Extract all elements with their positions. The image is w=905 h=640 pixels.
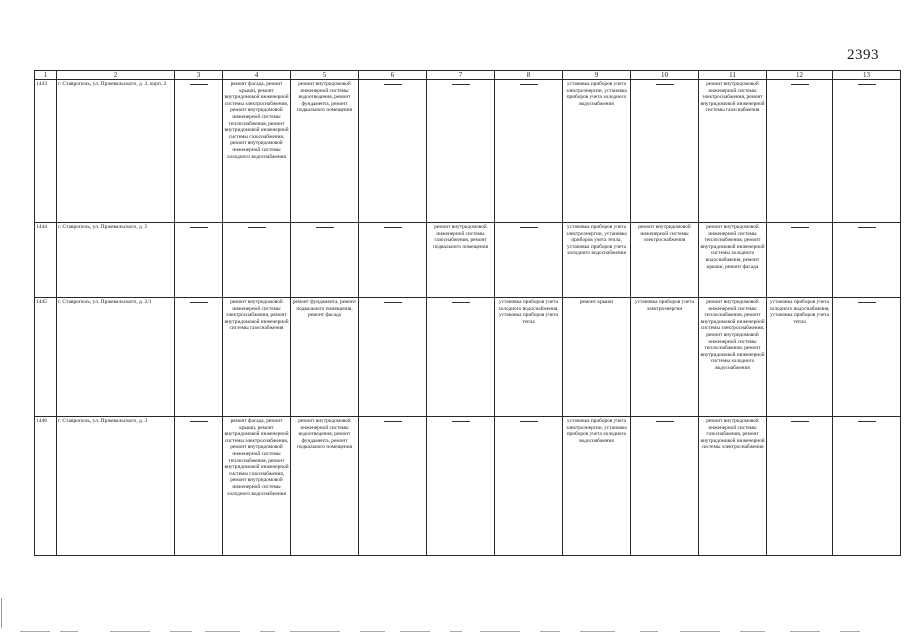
col-header-4: 4: [223, 71, 291, 80]
cell-c6: [359, 417, 427, 556]
scan-noise-mark: [205, 631, 240, 632]
cell-c8: установка приборов учета холодного водоснабжения, установка приборов учета тепла: [495, 298, 563, 417]
dash-placeholder: [384, 84, 402, 85]
cell-c13: [833, 223, 901, 298]
cell-c12: установка приборов учета холодного водоснабжения, установка приборов учета тепла: [767, 298, 833, 417]
cell-c13: [833, 80, 901, 223]
dash-placeholder: [384, 421, 402, 422]
col-header-12: 12: [767, 71, 833, 80]
cell-c6: [359, 223, 427, 298]
row-number: 1445: [35, 298, 57, 417]
scan-noise-mark: [110, 631, 150, 632]
table-row: [35, 298, 901, 417]
col-header-11: 11: [699, 71, 767, 80]
dash-placeholder: [190, 84, 208, 85]
row-address: г. Ставрополь, ул. Пржевальского, д. 2, корп. 2: [57, 80, 175, 223]
scan-noise-mark: [260, 631, 275, 632]
col-header-1: 1: [35, 71, 57, 80]
col-header-10: 10: [631, 71, 699, 80]
cell-c7: [427, 80, 495, 223]
col-header-5: 5: [291, 71, 359, 80]
col-header-13: 13: [833, 71, 901, 80]
scan-noise-mark: [840, 631, 860, 632]
cell-c6: [359, 298, 427, 417]
scan-bottom-noise: [0, 628, 905, 636]
dash-placeholder: [656, 84, 674, 85]
cell-c11: ремонт внутридомовой инженерной системы электроснабжения, ремонт внутридомовой инженерной системы газоснабжения: [699, 80, 767, 223]
page-number: 2393: [847, 47, 879, 63]
repair-schedule-table: [34, 70, 901, 556]
cell-c11: ремонт внутридомовой инженерной системы газоснабжения, ремонт внутридомовой инженерной системы электроснабжения: [699, 417, 767, 556]
col-header-9: 9: [563, 71, 631, 80]
scan-noise-mark: [400, 631, 430, 632]
cell-c13: [833, 298, 901, 417]
dash-placeholder: [858, 421, 876, 422]
dash-placeholder: [452, 421, 470, 422]
cell-c9: установка приборов учета электроэнергии, установка приборов учета холодного водоснабжения: [563, 80, 631, 223]
scan-noise-mark: [580, 631, 615, 632]
scan-noise-mark: [740, 631, 765, 632]
scan-noise-mark: [790, 631, 820, 632]
cell-c10: ремонт внутридомовой инженерной системы электроснабжения: [631, 223, 699, 298]
dash-placeholder: [190, 302, 208, 303]
dash-placeholder: [384, 227, 402, 228]
cell-c5: ремонт фундамента, ремонт подвального помещения, ремонт фасада: [291, 298, 359, 417]
row-number: 1444: [35, 223, 57, 298]
dash-placeholder: [791, 84, 809, 85]
cell-c8: [495, 223, 563, 298]
cell-c9: ремонт крыши: [563, 298, 631, 417]
dash-placeholder: [520, 84, 538, 85]
dash-placeholder: [190, 421, 208, 422]
dash-placeholder: [384, 302, 402, 303]
cell-c3: [175, 223, 223, 298]
dash-placeholder: [452, 84, 470, 85]
cell-c10: установка приборов учета электроэнергии: [631, 298, 699, 417]
row-number: 1446: [35, 417, 57, 556]
cell-c7: ремонт внутридомовой инженерной системы газоснабжения, ремонт подвального помещения: [427, 223, 495, 298]
cell-c7: [427, 417, 495, 556]
col-header-6: 6: [359, 71, 427, 80]
cell-c4: ремонт фасада, ремонт крыши, ремонт внутридомовой инженерной системы электроснабжения, ремонт внутридомовой инженерной системы теплоснабжения, ремонт внутридомовой инженерной системы газоснабжения, ремонт внутридомовой инженерной системы холодного водоснабжения: [223, 417, 291, 556]
col-header-8: 8: [495, 71, 563, 80]
dash-placeholder: [858, 84, 876, 85]
dash-placeholder: [858, 227, 876, 228]
scan-noise-mark: [20, 631, 50, 632]
dash-placeholder: [791, 227, 809, 228]
table-row: [35, 417, 901, 556]
dash-placeholder: [656, 421, 674, 422]
row-address: г. Ставрополь, ул. Пржевальского, д. 2/1: [57, 298, 175, 417]
dash-placeholder: [452, 302, 470, 303]
cell-c4: ремонт внутридомовой инженерной системы электроснабжения, ремонт внутридомовой инженерной системы газоснабжения: [223, 298, 291, 417]
scan-noise-mark: [60, 631, 78, 632]
cell-c9: установка приборов учета электроэнергии, установка приборов учета холодного водоснабжения: [563, 417, 631, 556]
col-header-7: 7: [427, 71, 495, 80]
dash-placeholder: [858, 302, 876, 303]
dash-placeholder: [190, 227, 208, 228]
table-row: [35, 80, 901, 223]
cell-c3: [175, 80, 223, 223]
row-address: г. Ставрополь, ул. Пржевальского, д. 2: [57, 223, 175, 298]
cell-c8: [495, 417, 563, 556]
cell-c6: [359, 80, 427, 223]
cell-c3: [175, 298, 223, 417]
dash-placeholder: [520, 421, 538, 422]
scan-noise-mark: [360, 631, 385, 632]
cell-c10: [631, 80, 699, 223]
dash-placeholder: [316, 227, 334, 228]
cell-c12: [767, 80, 833, 223]
scan-noise-mark: [450, 631, 462, 632]
table-row: [35, 223, 901, 298]
cell-c12: [767, 417, 833, 556]
cell-c5: ремонт внутридомовой инженерной системы водоотведения, ремонт фундамента, ремонт подвального помещения: [291, 417, 359, 556]
dash-placeholder: [248, 227, 266, 228]
cell-c3: [175, 417, 223, 556]
cell-c11: ремонт внутридомовой инженерной системы теплоснабжения, ремонт внутридомовой инженерной системы холодного водоснабжения, ремонт крыши, ремонт фасада: [699, 223, 767, 298]
scan-noise-mark: [170, 631, 192, 632]
cell-c7: [427, 298, 495, 417]
col-header-3: 3: [175, 71, 223, 80]
header-row: [35, 71, 901, 80]
cell-c4: [223, 223, 291, 298]
scan-noise-mark: [480, 631, 520, 632]
scan-noise-mark: [290, 631, 340, 632]
cell-c13: [833, 417, 901, 556]
cell-c12: [767, 223, 833, 298]
scan-noise-mark: [680, 631, 720, 632]
scan-noise-mark: [540, 631, 560, 632]
dash-placeholder: [791, 421, 809, 422]
cell-c5: [291, 223, 359, 298]
cell-c9: установка приборов учета электроэнергии, установка приборов учета тепла, установка приборов учета холодного водоснабжения: [563, 223, 631, 298]
scan-edge-mark: [1, 598, 2, 628]
row-address: г. Ставрополь, ул. Пржевальского, д. 3: [57, 417, 175, 556]
cell-c4: ремонт фасада, ремонт крыши, ремонт внутридомовой инженерной системы электроснабжения, ремонт внутридомовой инженерной системы теплоснабжения, ремонт внутридомовой инженерной системы газоснабжения, ремонт внутридомовой инженерной системы холодного водоснабжения: [223, 80, 291, 223]
scan-noise-mark: [640, 631, 658, 632]
row-number: 1443: [35, 80, 57, 223]
dash-placeholder: [520, 227, 538, 228]
cell-c11: ремонт внутридомовой инженерной системы теплоснабжения, ремонт внутридомовой инженерной системы электроснабжения, ремонт внутридомовой инженерной системы теплоснабжения, ремонт внутридомовой инженерной системы холодного водоснабжения: [699, 298, 767, 417]
col-header-2: 2: [57, 71, 175, 80]
cell-c5: ремонт внутридомовой инженерной системы водоотведения, ремонт фундамента, ремонт подвального помещения: [291, 80, 359, 223]
cell-c10: [631, 417, 699, 556]
cell-c8: [495, 80, 563, 223]
